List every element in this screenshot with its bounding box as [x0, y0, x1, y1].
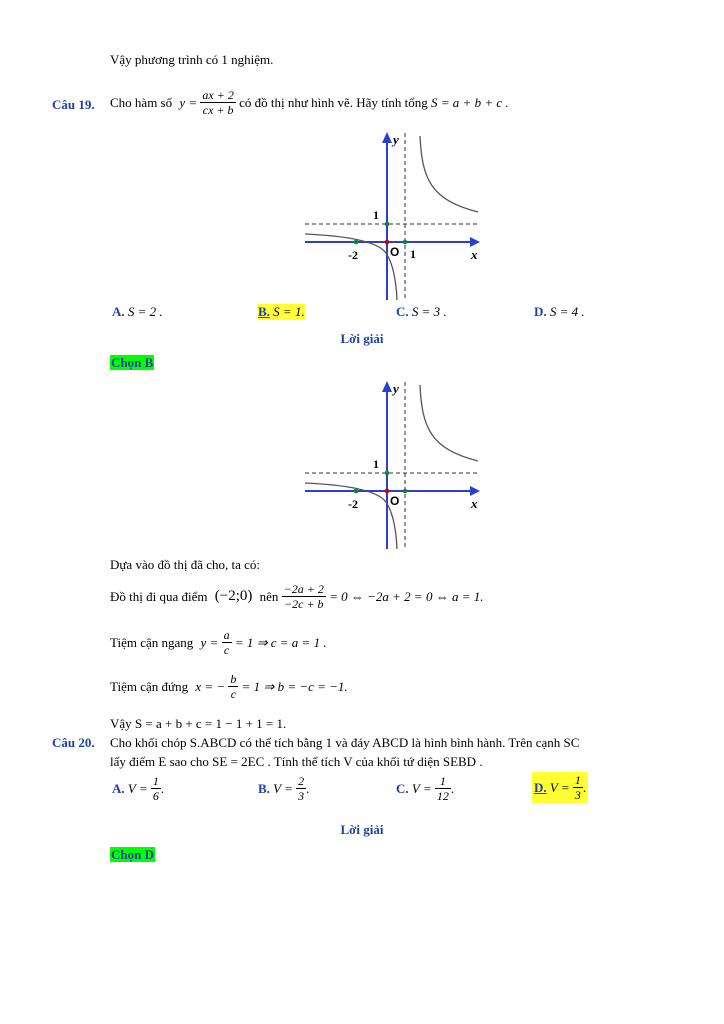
- option-text: S = 2 .: [127, 304, 163, 319]
- q19-sol-intro: Dựa vào đồ thị đã cho, ta có:: [110, 557, 261, 572]
- option-den: 3: [574, 788, 581, 802]
- q19-sol-line2: [110, 628, 327, 657]
- curve-right-branch: [420, 385, 478, 461]
- option-text: S = 4 .: [549, 304, 585, 319]
- point-minus-two: [354, 489, 359, 494]
- q20-option-b[interactable]: [258, 774, 309, 803]
- option-tail: .: [582, 780, 587, 795]
- option-tail: .: [306, 781, 310, 796]
- q19-fraction: [200, 88, 235, 117]
- q19-choice: Chọn B: [111, 355, 154, 370]
- line3-x: x = −: [195, 679, 226, 694]
- q19-sum: S = a + b + c .: [431, 95, 509, 110]
- q19-option-d[interactable]: [534, 304, 585, 320]
- option-fraction: [151, 774, 161, 803]
- line2-den: c: [223, 643, 230, 657]
- option-letter: B.: [258, 304, 270, 319]
- line2-text-a: Tiệm cận ngang: [110, 635, 194, 650]
- y-arrow-icon: [382, 381, 392, 392]
- y-label: y: [393, 381, 399, 396]
- q20-option-d[interactable]: [532, 772, 588, 803]
- option-num: 1: [574, 773, 581, 787]
- line2-fraction: [222, 628, 232, 657]
- line3-text-c: = 1 ⇒ b = −c = −1.: [241, 679, 348, 694]
- q20-label: Câu 20.: [52, 735, 95, 750]
- q19-graph: [300, 128, 485, 303]
- q19-option-b[interactable]: [258, 304, 305, 320]
- curve-right-branch: [420, 136, 478, 212]
- option-letter: A.: [112, 304, 125, 319]
- option-num: 1: [435, 774, 451, 789]
- line1-den: −2c + b: [283, 597, 324, 611]
- point-x-one: [403, 240, 408, 245]
- point-origin: [385, 489, 390, 494]
- option-letter: B.: [258, 781, 270, 796]
- option-lhs: V =: [273, 781, 293, 796]
- q19-fn-y: y =: [179, 95, 198, 110]
- point-y-one: [385, 222, 390, 227]
- option-den: 3: [298, 789, 305, 803]
- q20-line1: Cho khối chóp S.ABCD có thể tích bằng 1 và đáy ABCD là hình bình hành. Trên cạnh SC: [110, 735, 580, 750]
- line1-fraction: [282, 582, 326, 611]
- q20-choice: Chọn D: [111, 847, 154, 862]
- line1-text-a: Đồ thị đi qua điểm: [110, 589, 208, 604]
- option-num: 1: [152, 774, 159, 788]
- option-lhs: V =: [127, 781, 148, 796]
- option-text: S = 3 .: [411, 304, 447, 319]
- q19-option-a[interactable]: [112, 304, 163, 320]
- line1-num: −2a + 2: [283, 582, 324, 596]
- line1-text-c: = 0 ⇔ −2a + 2 = 0 ⇔ a = 1.: [329, 589, 484, 604]
- q19-sol-line3: [110, 672, 348, 701]
- minus-two-label: -2: [348, 497, 358, 511]
- option-num: 2: [298, 774, 305, 788]
- y-one-label: 1: [373, 457, 379, 471]
- point-minus-two: [354, 240, 359, 245]
- option-letter: A.: [112, 781, 125, 796]
- option-den: 12: [436, 789, 449, 803]
- q19-solution-graph: [300, 377, 485, 552]
- minus-two-label: -2: [348, 248, 358, 262]
- option-letter: D.: [534, 780, 547, 795]
- y-one-label: 1: [373, 208, 379, 222]
- q19-stem: [110, 88, 509, 117]
- point-x-one: [403, 489, 408, 494]
- x-one-label: 1: [410, 247, 416, 261]
- x-arrow-icon: [470, 237, 480, 247]
- option-letter: D.: [534, 304, 547, 319]
- x-arrow-icon: [470, 486, 480, 496]
- q19-text-b: có đồ thị như hình vẽ. Hãy tính tổng: [239, 95, 428, 110]
- intro-line: Vậy phương trình có 1 nghiệm.: [110, 52, 274, 67]
- option-den: 6: [152, 789, 159, 803]
- option-letter: C.: [396, 304, 409, 319]
- option-text: S = 1.: [273, 304, 305, 319]
- option-lhs: V =: [411, 781, 432, 796]
- q19-solution-title: Lời giải: [340, 331, 384, 346]
- line3-fraction: [228, 672, 238, 701]
- q19-frac-num: ax + 2: [202, 88, 234, 102]
- line2-y: y =: [200, 635, 219, 650]
- q19-frac-den: cx + b: [202, 103, 234, 117]
- y-label: y: [393, 132, 399, 147]
- curve-left-branch: [305, 234, 400, 300]
- x-label: x: [471, 496, 478, 511]
- line2-num: a: [223, 628, 230, 642]
- option-fraction: [573, 773, 583, 802]
- option-lhs: V =: [549, 780, 570, 795]
- line3-den: c: [230, 687, 237, 701]
- q19-sol-line1: [110, 582, 483, 611]
- q20-line2: lấy điểm E sao cho SE = 2EC . Tính thể tích V của khối tứ diện SEBD .: [110, 754, 483, 769]
- origin-label: O: [390, 494, 400, 508]
- line3-num: b: [230, 672, 237, 686]
- option-letter: C.: [396, 781, 409, 796]
- q19-sol-line4: Vậy S = a + b + c = 1 − 1 + 1 = 1.: [110, 716, 287, 731]
- option-tail: .: [160, 781, 165, 796]
- x-label: x: [471, 247, 478, 262]
- line1-point: (−2;0): [214, 588, 253, 604]
- q19-label: Câu 19.: [52, 97, 95, 112]
- y-arrow-icon: [382, 132, 392, 143]
- line2-text-c: = 1 ⇒ c = a = 1 .: [234, 635, 327, 650]
- option-tail: .: [450, 781, 455, 796]
- option-fraction: [435, 774, 451, 803]
- line1-text-b: nên: [259, 589, 279, 604]
- q20-option-c[interactable]: [396, 774, 454, 803]
- line3-text-a: Tiệm cận đứng: [110, 679, 189, 694]
- q19-text-a: Cho hàm số: [110, 95, 173, 110]
- point-origin: [385, 240, 390, 245]
- origin-label: O: [390, 245, 400, 259]
- curve-left-branch: [305, 483, 400, 549]
- option-fraction: [296, 774, 306, 803]
- q20-solution-title: Lời giải: [340, 822, 384, 837]
- q20-option-a[interactable]: [112, 774, 164, 803]
- q19-option-c[interactable]: [396, 304, 447, 320]
- point-y-one: [385, 471, 390, 476]
